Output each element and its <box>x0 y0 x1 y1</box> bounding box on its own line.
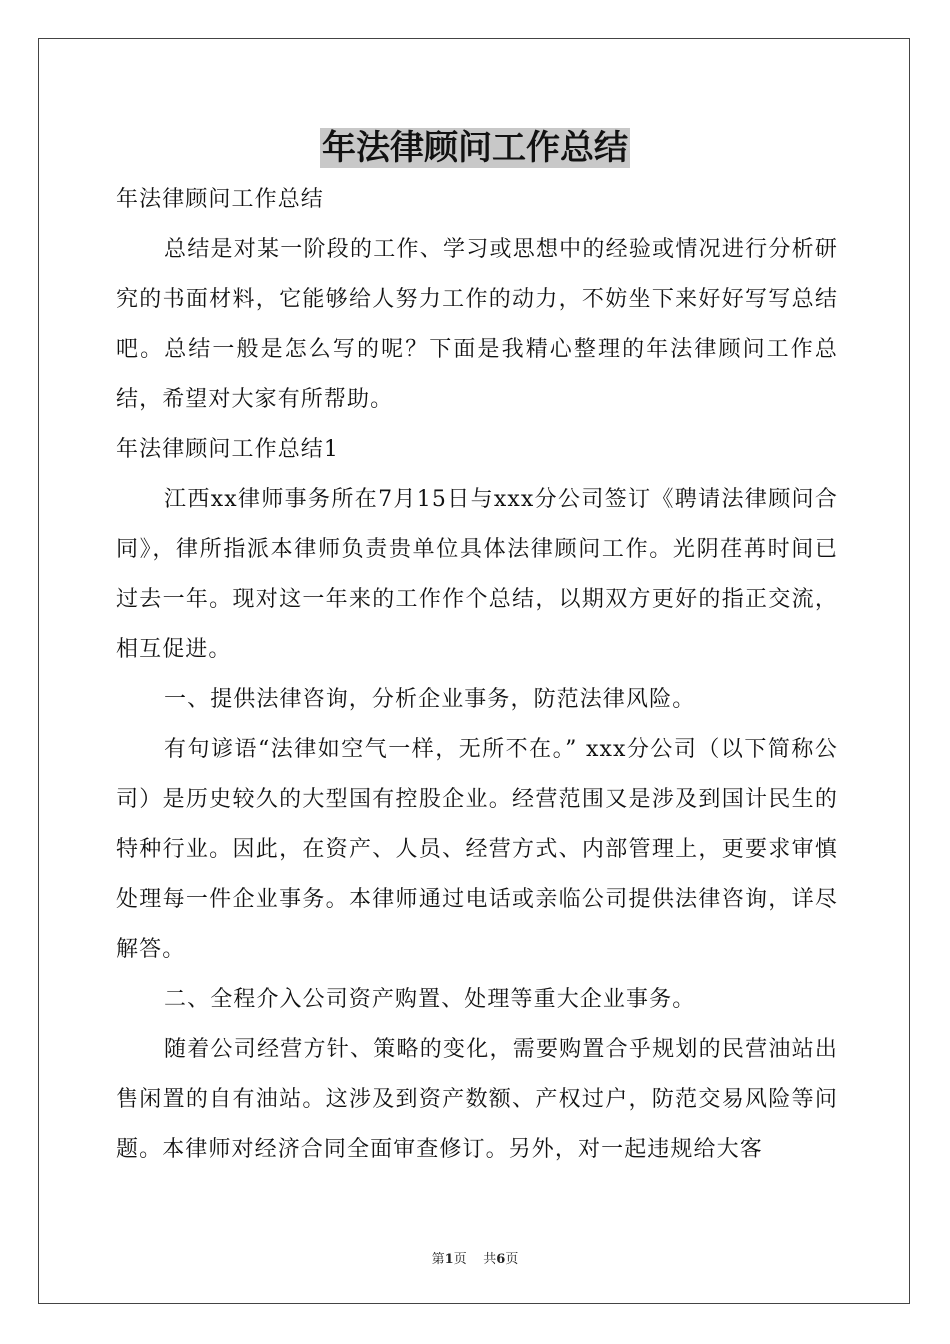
body-paragraph: 一、提供法律咨询，分析企业事务，防范法律风险。 <box>164 687 696 712</box>
body-paragraph: 江西xx律师事务所在7月15日与xxx分公司签订《聘请法律顾问合同》，律所指派本律师负责贵单位具体法律顾问工作。光阴荏苒时间已过去一年。现对这一年来的工作作个总结，以期双方更好的指正交流，相互促进。 <box>116 487 838 662</box>
page-number-prefix: 第 <box>431 1252 445 1267</box>
section-heading: 年法律顾问工作总结1 <box>116 437 339 462</box>
body-paragraph: 随着公司经营方针、策略的变化，需要购置合乎规划的民营油站出售闲置的自有油站。这涉及到资产数额、产权过户，防范交易风险等问题。本律师对经济合同全面审查修订。另外，对一起违规给大客 <box>116 1037 838 1162</box>
total-pages: 6 <box>496 1252 506 1267</box>
document-body <box>116 175 838 1175</box>
document-title: 年法律顾问工作总结 <box>322 128 628 168</box>
body-paragraph: 有句谚语“法律如空气一样，无所不在。” xxx分公司（以下简称公司）是历史较久的大型国有控股企业。经营范围又是涉及到国计民生的特种行业。因此，在资产、人员、经营方式、内部管理上，更要求审慎处理每一件企业事务。本律师通过电话或亲临公司提供法律咨询，详尽解答。 <box>116 737 838 962</box>
document-subtitle: 年法律顾问工作总结 <box>116 187 324 212</box>
body-paragraph: 二、全程介入公司资产购置、处理等重大企业事务。 <box>164 987 696 1012</box>
total-pages-suffix: 页 <box>505 1252 519 1267</box>
intro-paragraph: 总结是对某一阶段的工作、学习或思想中的经验或情况进行分析研究的书面材料，它能够给人努力工作的动力，不妨坐下来好好写写总结吧。总结一般是怎么写的呢？下面是我精心整理的年法律顾问工作总结，希望对大家有所帮助。 <box>116 237 838 412</box>
page-footer <box>0 1248 950 1267</box>
page-number-suffix: 页 <box>453 1252 467 1267</box>
page-number: 1 <box>444 1252 454 1267</box>
total-pages-prefix: 共 <box>483 1252 497 1267</box>
